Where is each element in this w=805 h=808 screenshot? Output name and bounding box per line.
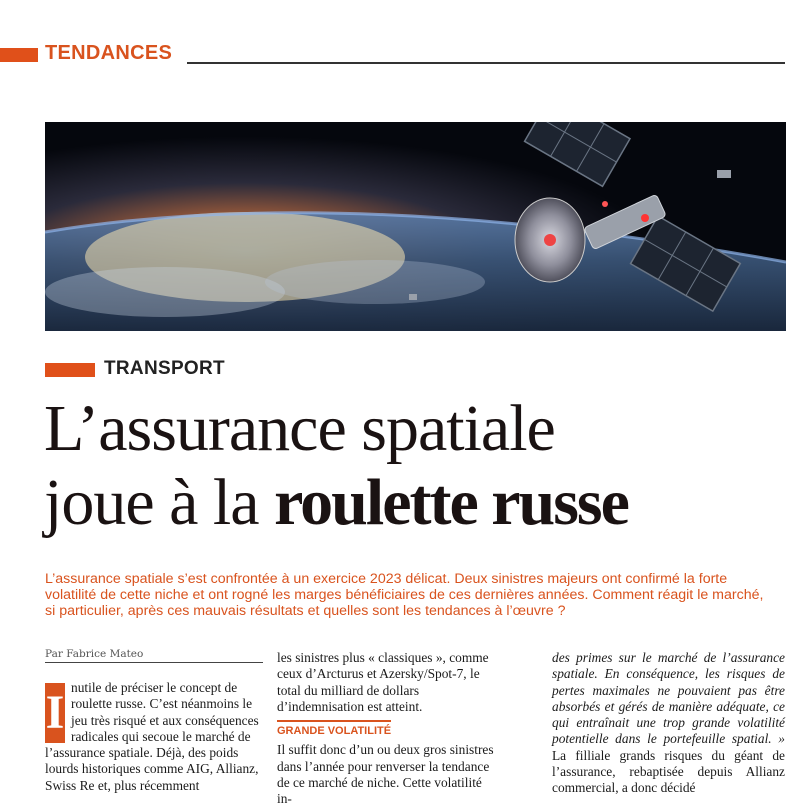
category-accent-bar — [45, 363, 95, 377]
headline-line2-regular: joue à la — [44, 466, 275, 539]
byline: Par Fabrice Mateo — [45, 648, 144, 660]
byline-rule — [45, 662, 263, 663]
category-label: TRANSPORT — [104, 358, 225, 379]
article-column-3 — [552, 650, 785, 797]
article-column-2 — [277, 650, 496, 808]
hero-image — [45, 122, 786, 331]
headline — [44, 392, 804, 540]
article-column-1 — [45, 680, 263, 794]
column-1-text: nutile de préciser le concept de roulette russe. C’est néanmoins le jeu très risqué et aux conséquences radicales qui secoue le marché de l’assurance spatiale. Déjà, des poids lourds historiques comme AIG, Allianz, Swiss Re et, plus récemment — [45, 680, 259, 793]
lede: L’assurance spatiale s’est confrontée à un exercice 2023 délicat. Deux sinistres majeurs ont confirmé la forte volatilité de cette niche et ont rogné les marges bénéficiaires de ces dernières années. Comment réagit le marché, si particulier, après ces mauvais résultats et quelles sont les tendances à l’œuvre ? — [45, 571, 764, 619]
section-accent-bar — [0, 48, 38, 62]
column-2-text-1: les sinistres plus « classiques », comme ceux d’Arcturus et Azersky/Spot-7, le total du milliard de dollars d’indemnisation est atteint. — [277, 650, 489, 714]
column-2-text-2: Il suffit donc d’un ou deux gros sinistres dans l’année pour renverser la tendance de ce marché de niche. Cette volatilité in- — [277, 742, 494, 807]
satellite-earth-illustration — [45, 122, 786, 331]
column-3-text: La filliale grands risques du géant de l’assurance, rebaptisée depuis Allianz commercial, a donc décidé — [552, 747, 785, 796]
headline-line2-bold: roulette russe — [274, 466, 628, 539]
section-rule — [187, 62, 785, 64]
subhead: GRANDE VOLATILITÉ — [277, 720, 391, 739]
section-label: TENDANCES — [45, 42, 173, 64]
dropcap: I — [45, 683, 65, 743]
headline-line1: L’assurance spatiale — [44, 392, 555, 465]
quote-text: des primes sur le marché de l’assurance spatiale. En conséquence, les risques de pertes maximales ne pouvaient pas être absorbés et gérés de manière adéquate, ce qui entraînait une trop grande volatilité potentielle dans le portefeuille spatial. » — [552, 650, 785, 747]
